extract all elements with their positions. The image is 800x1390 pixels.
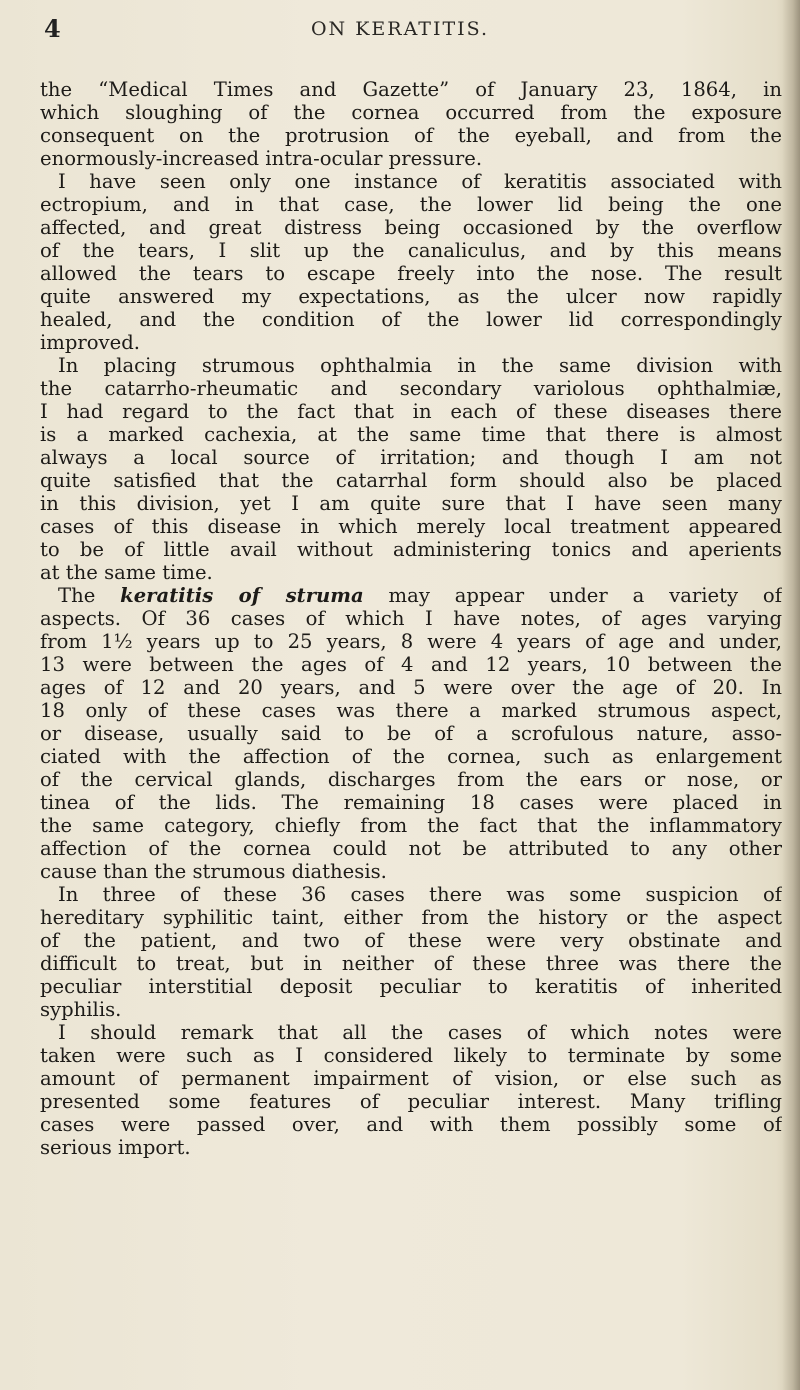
text-line: the same category, chiefly from the fact that the inflammatory: [40, 814, 782, 837]
text-line: cases were passed over, and with them possibly some of: [40, 1113, 782, 1136]
text-line: the “Medical Times and Gazette” of January 23, 1864, in: [40, 78, 782, 101]
text-line: I should remark that all the cases of which notes were: [58, 1021, 782, 1044]
text-line: affection of the cornea could not be attributed to any other: [40, 837, 782, 860]
text-line: amount of permanent impairment of vision, or else such as: [40, 1067, 782, 1090]
text-line: always a local source of irritation; and though I am not: [40, 446, 782, 469]
text-line: is a marked cachexia, at the same time that there is almost: [40, 423, 782, 446]
text-line: cause than the strumous diathesis.: [40, 860, 387, 883]
text-line: In placing strumous ophthalmia in the same division with: [58, 354, 782, 377]
text-line: The keratitis of struma may appear under a variety of: [58, 584, 782, 607]
text-line: taken were such as I considered likely to terminate by some: [40, 1044, 782, 1067]
text-line: the catarrho-rheumatic and secondary variolous ophthalmiæ,: [40, 377, 782, 400]
text-line: tinea of the lids. The remaining 18 cases were placed in: [40, 791, 782, 814]
text-line: healed, and the condition of the lower lid correspondingly: [40, 308, 782, 331]
text-line: improved.: [40, 331, 140, 354]
text-line: quite satisfied that the catarrhal form should also be placed: [40, 469, 782, 492]
text-line: In three of these 36 cases there was some suspicion of: [58, 883, 782, 906]
text-line: of the patient, and two of these were very obstinate and: [40, 929, 782, 952]
text-line: I have seen only one instance of keratitis associated with: [58, 170, 782, 193]
text-line: hereditary syphilitic taint, either from the history or the aspect: [40, 906, 782, 929]
text-line: difficult to treat, but in neither of these three was there the: [40, 952, 782, 975]
italic-phrase: keratitis of struma: [120, 584, 364, 607]
text-line: quite answered my expectations, as the ulcer now rapidly: [40, 285, 782, 308]
text-line: of the cervical glands, discharges from the ears or nose, or: [40, 768, 782, 791]
text-line: ciated with the affection of the cornea, such as enlargement: [40, 745, 782, 768]
text-line: ectropium, and in that case, the lower lid being the one: [40, 193, 782, 216]
page-number: 4: [44, 14, 61, 43]
text-line: peculiar interstitial deposit peculiar to keratitis of inherited: [40, 975, 782, 998]
text-line: to be of little avail without administering tonics and aperients: [40, 538, 782, 561]
text-line: aspects. Of 36 cases of which I have notes, of ages varying: [40, 607, 782, 630]
text-line: cases of this disease in which merely local treatment appeared: [40, 515, 782, 538]
text-line: or disease, usually said to be of a scrofulous nature, asso-: [40, 722, 782, 745]
page-edge-shadow: [782, 0, 800, 1390]
text-line: in this division, yet I am quite sure that I have seen many: [40, 492, 782, 515]
text-line: of the tears, I slit up the canaliculus, and by this means: [40, 239, 782, 262]
text-line: affected, and great distress being occasioned by the overflow: [40, 216, 782, 239]
text-line: 18 only of these cases was there a marked strumous aspect,: [40, 699, 782, 722]
text-line: which sloughing of the cornea occurred from the exposure: [40, 101, 782, 124]
running-title: ON KERATITIS.: [310, 18, 490, 40]
text-line: 13 were between the ages of 4 and 12 years, 10 between the: [40, 653, 782, 676]
text-line: ages of 12 and 20 years, and 5 were over the age of 20. In: [40, 676, 782, 699]
text-line: allowed the tears to escape freely into the nose. The result: [40, 262, 782, 285]
text-line: consequent on the protrusion of the eyeball, and from the: [40, 124, 782, 147]
text-line: from 1½ years up to 25 years, 8 were 4 years of age and under,: [40, 630, 782, 653]
text-line: presented some features of peculiar interest. Many trifling: [40, 1090, 782, 1113]
text-line: I had regard to the fact that in each of these diseases there: [40, 400, 782, 423]
text-line: enormously-increased intra-ocular pressure.: [40, 147, 483, 170]
text-line: serious import.: [40, 1136, 191, 1159]
text-line: syphilis.: [40, 998, 122, 1021]
body-text: [40, 78, 782, 1159]
text-line: at the same time.: [40, 561, 213, 584]
